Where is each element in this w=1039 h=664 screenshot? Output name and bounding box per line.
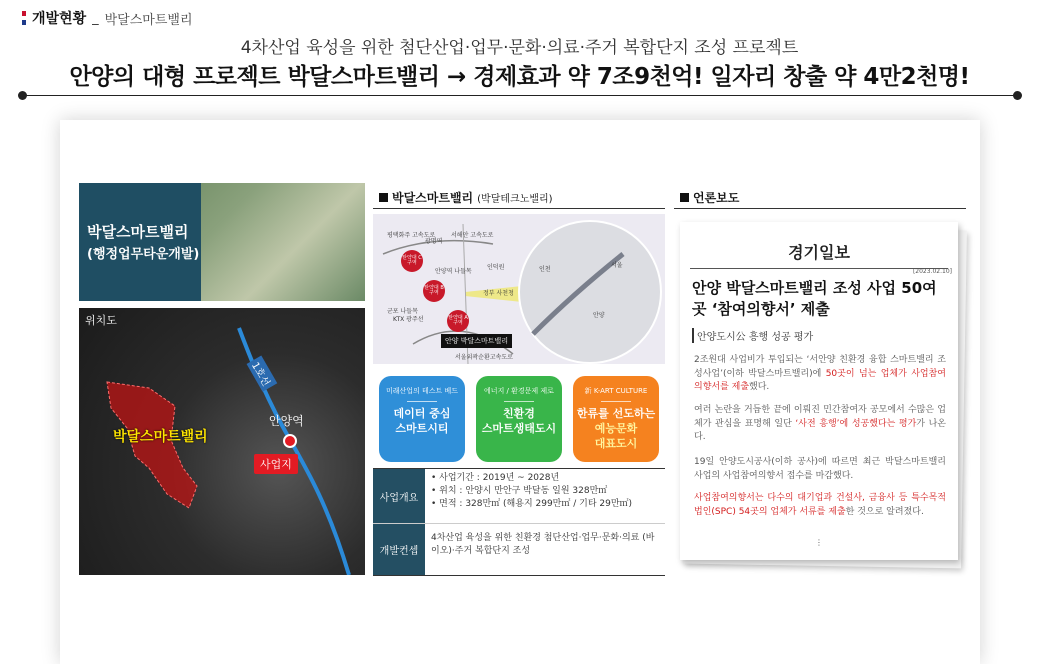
divider-dot-right	[1013, 91, 1022, 100]
more-icon: ⋮	[815, 538, 823, 547]
map-text: 평택화주 고속도로	[387, 232, 436, 239]
zone-marker-b: 탄약대 B구역	[423, 280, 445, 302]
concept-box-smart-city	[379, 376, 465, 462]
article-headline: 안양 박달스마트밸리 조성 사업 50여곳 ‘참여의향서’ 제출	[692, 279, 937, 318]
hero-subtitle: (행정업무타운개발)	[87, 247, 200, 262]
table-line: • 면적 : 328만㎡ (해용지 299만㎡ / 기타 29만㎡)	[431, 499, 633, 510]
concept-big: 스마트시티	[395, 421, 449, 435]
divider	[22, 95, 1017, 96]
table-row	[373, 469, 665, 524]
concept-small: 미래산업의 테스트 베드	[385, 387, 459, 395]
map-text: 안양역 나들목	[435, 268, 472, 275]
header-separator: _	[92, 10, 99, 26]
concept-divider	[407, 401, 437, 402]
middle-section-subtitle: (박달테크노밸리)	[477, 194, 553, 205]
table-row-head: 개발컨셉	[373, 524, 425, 575]
article-paragraph: 여러 논란을 거듭한 끝에 이뤄진 민간참여자 공모에서 수많은 업체가 관심을 표명해 일단 ‘사전 흥행’에 성공했다는 평가가 나온다.	[694, 405, 946, 442]
newspaper-clipping	[680, 222, 958, 560]
article-paragraph: 2조원대 사업비가 투입되는 ‘서안양 친환경 융합 스마트밸리 조성사업’(이하 박달스마트밸리)에 50곳이 넘는 업체가 사업참여의향서를 제출했다.	[694, 355, 946, 392]
concept-big: 한류를 선도하는	[576, 407, 656, 420]
right-section-header	[680, 189, 739, 206]
headline-sub: 4차산업 육성을 위한 첨단산업·업무·문화·의료·주거 복합단지 조성 프로젝트	[240, 38, 799, 58]
header-title: 개발현황	[32, 11, 87, 27]
site-name-label: 박달스마트밸리	[113, 429, 208, 445]
concept-big: 스마트생태도시	[481, 421, 557, 435]
concept-small: 에너지 / 환경문제 제로	[484, 387, 554, 395]
site-tag: 사업지	[254, 454, 298, 474]
map-text: 인덕원	[487, 264, 505, 271]
map-text: 인천	[539, 266, 551, 273]
hero-aerial-image	[79, 183, 365, 301]
map-text: 광명역	[425, 238, 443, 245]
flag-icon	[22, 11, 26, 25]
concept-small: 新 K-ART CULTURE	[584, 387, 648, 395]
square-bullet-icon	[680, 193, 689, 202]
concept-box-culture	[573, 376, 659, 462]
newspaper-rule	[690, 268, 948, 269]
concept-big: 대표도시	[594, 436, 638, 450]
map-text: 안양	[593, 312, 605, 319]
location-pin-icon	[283, 434, 297, 448]
map-text: 서울외곽순환고속도로	[455, 354, 513, 361]
map-project-tag: 안양 박달스마트밸리	[441, 334, 512, 348]
concept-divider	[601, 401, 631, 402]
table-line: • 위치 : 안양시 만안구 박달동 일원 328만㎡	[431, 486, 608, 497]
headline-main: 안양의 대형 프로젝트 박달스마트밸리 → 경제효과 약 7조9천억! 일자리 창출 약 4만2천명!	[69, 64, 970, 90]
middle-section-title: 박달스마트밸리	[392, 191, 474, 205]
article-paragraph: 사업참여의향서는 다수의 대기업과 건설사, 금융사 등 특수목적법인(SPC) 54곳의 업체가 서류를 제출한 것으로 알려졌다.	[694, 493, 946, 517]
location-map	[79, 308, 365, 575]
concept-big: 예능문화	[594, 421, 638, 435]
map-text: 서울	[611, 262, 623, 269]
square-bullet-icon	[379, 193, 388, 202]
rail-line-label: 1호선	[247, 356, 278, 392]
concept-big: 데이터 중심	[393, 407, 451, 420]
zone-marker-c: 탄약대 C구역	[401, 250, 423, 272]
divider-dot-left	[18, 91, 27, 100]
concept-boxes	[373, 366, 665, 466]
map-text: KTX 광주선	[393, 316, 424, 323]
map-text: 정부 사천청	[483, 290, 514, 297]
table-row	[373, 524, 665, 575]
map-text: 서해안 고속도로	[451, 232, 494, 239]
hero-band	[79, 183, 201, 301]
header-subtitle: 박달스마트밸리	[104, 12, 193, 28]
table-cell	[425, 469, 665, 523]
newspaper-name: 경기일보	[788, 243, 850, 262]
concept-big: 친환경	[503, 407, 535, 420]
middle-divider	[373, 208, 665, 209]
concept-divider	[504, 401, 534, 402]
section-header	[22, 8, 193, 28]
newspaper-date: [2023.02.10]	[912, 268, 952, 275]
table-line: • 사업기간 : 2019년 ~ 2028년	[431, 473, 560, 483]
article-subhead: 안양도시公 흥행 성공 평가	[692, 328, 813, 343]
table-cell: 4차산업 육성을 위한 친환경 첨단산업·업무·문화·의료 (바이오)·주거 복합단지 조성	[431, 533, 655, 557]
map-text: 군포 나들목	[387, 308, 418, 315]
hero-title: 박달스마트밸리	[87, 223, 189, 241]
table-row-head: 사업개요	[373, 469, 425, 523]
right-divider	[674, 208, 966, 209]
project-summary-table	[373, 468, 665, 576]
article-paragraph: 19일 안양도시공사(이하 공사)에 따르면 최근 박달스마트밸리 사업의 사업참여의향서 접수를 마감했다.	[694, 457, 946, 481]
concept-box-eco	[476, 376, 562, 462]
right-section-title: 언론보도	[693, 191, 740, 205]
station-label: 안양역	[269, 414, 304, 428]
middle-section-header	[379, 189, 553, 206]
map-label: 위치도	[85, 314, 117, 327]
project-location-map	[373, 214, 665, 364]
zone-marker-a: 탄약대 A구역	[447, 310, 469, 332]
